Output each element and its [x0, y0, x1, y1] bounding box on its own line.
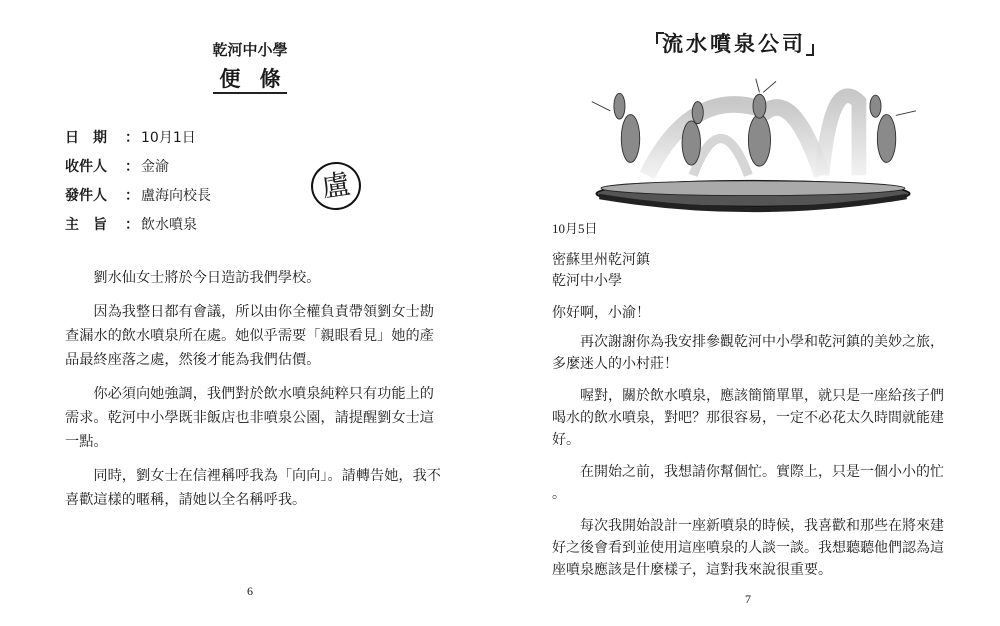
field-label: 主 旨	[65, 217, 107, 233]
memo-title: 便 條	[213, 66, 286, 94]
paragraph: 你必須向她強調，我們對於飲水噴泉純粹只有功能上的需求。乾河中小學既非飯店也非噴泉公園，請提醒劉女士這一點。	[65, 386, 434, 450]
paragraph: 在開始之前，我想請你幫個忙。實際上，只是一個小小的忙。	[552, 465, 944, 502]
page-number: 6	[247, 584, 253, 598]
address-line: 乾河中小學	[552, 274, 622, 289]
memo-header	[65, 128, 445, 244]
address-line: 密蘇里州乾河鎮	[552, 253, 650, 268]
field-label: 日 期	[65, 130, 107, 146]
field-date	[65, 128, 211, 148]
paragraph: 同時，劉女士在信裡稱呼我為「向向」。請轉告她，我不喜歡這樣的暱稱，請她以全名稱呼我。	[65, 468, 441, 508]
field-label: 發件人	[65, 188, 107, 204]
school-title: 乾河中小學	[212, 43, 288, 59]
field-colon: ：	[125, 130, 139, 146]
page-number: 7	[745, 592, 751, 606]
field-value: 飲水噴泉	[141, 217, 197, 233]
paragraph: 再次謝謝你為我安排參觀乾河中小學和乾河鎮的美妙之旅，多麼迷人的小村莊！	[552, 335, 944, 372]
paragraph: 劉水仙女士將於今日造訪我們學校。	[93, 270, 321, 286]
paragraph: 喔對，關於飲水噴泉，應該簡簡單單，就只是一座給孩子們喝水的飲水噴泉，對吧？那很容易，一定不必花太久時間就能建好。	[552, 389, 944, 448]
field-subject	[65, 215, 211, 235]
right-page	[552, 0, 947, 618]
memo-body	[65, 266, 445, 522]
field-colon: ：	[125, 188, 139, 204]
field-value: 金渝	[141, 159, 169, 175]
field-colon: ：	[125, 217, 139, 233]
field-value: 10月1日	[141, 130, 196, 146]
company-logo: 流水噴泉公司	[662, 32, 806, 56]
field-value: 盧海向校長	[141, 188, 211, 204]
memo-fields	[65, 128, 211, 244]
paragraph: 因為我整日都有會議，所以由你全權負責帶領劉女士勘查漏水的飲水噴泉所在處。她似乎需要「親眼看見」她的產品最終座落之處，然後才能為我們估價。	[65, 304, 434, 368]
left-page	[65, 0, 445, 618]
field-recipient	[65, 157, 211, 177]
field-colon: ：	[125, 159, 139, 175]
letter-date: 10月5日	[552, 221, 598, 236]
fountain-illustration	[568, 74, 938, 214]
field-label: 收件人	[65, 159, 107, 175]
letter-body	[552, 332, 947, 592]
paragraph: 每次我開始設計一座新噴泉的時候，我喜歡和那些在將來建好之後會看到並使用這座噴泉的人談一談。我想聽聽他們認為這座噴泉應該是什麼樣子，這對我來說很重要。	[552, 519, 944, 578]
seal-stamp: 盧	[308, 159, 364, 213]
letter-greeting: 你好啊，小渝！	[552, 306, 650, 321]
address-block	[552, 250, 947, 292]
field-sender	[65, 186, 211, 206]
